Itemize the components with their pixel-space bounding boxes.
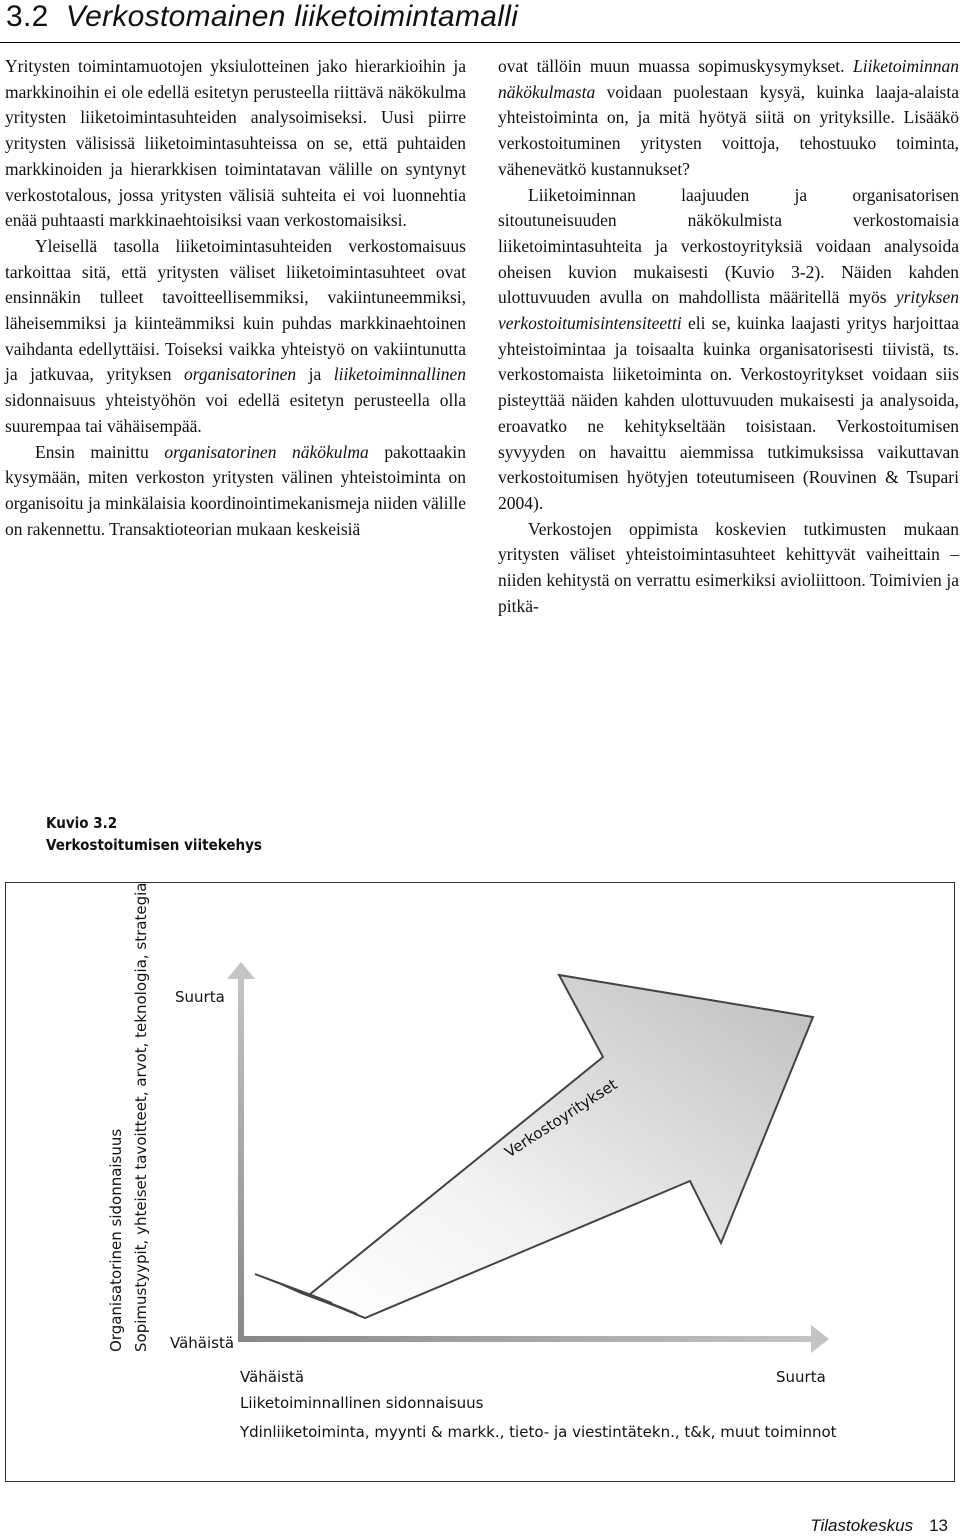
left-paragraph-2: Yleisellä tasolla liiketoimintasuhteiden verkostomaisuus tarkoittaa sitä, että yritysten väliset liiketoimintasuhteet ovat ensinnäkin tulleet tavoitteellisemmiksi, vakiintuneemmiksi, läheisemmiksi ja kiinteämmiksi kuin puhdas markkinaehtoinen vaihdanta edellyttäisi. Toiseksi vaikka yhteistyö on vakiintunutta ja jatkuvaa, yrityksen organisatorinen ja liiketoiminnallinen sidonnaisuus yhteistyöhön voi edellä esitetyn perusteella olla suurempaa tai vähäisempää. [5, 235, 466, 436]
x-axis-subtitle: Ydinliiketoiminta, myynti & markk., tieto- ja viestintätekn., t&k, muut toiminnot [240, 1423, 837, 1441]
y-axis-low-label: Vähäistä [170, 1334, 235, 1352]
figure-caption: Verkostoitumisen viitekehys [46, 836, 262, 854]
right-column [498, 54, 959, 619]
x-axis-title: Liiketoiminnallinen sidonnaisuus [240, 1394, 484, 1412]
figure-number: Kuvio 3.2 [46, 814, 118, 832]
section-number: 3.2 [6, 0, 49, 33]
y-axis-title: Organisatorinen sidonnaisuus [107, 1128, 125, 1352]
x-axis-low-label: Vähäistä [240, 1368, 305, 1386]
y-axis-high-label: Suurta [175, 988, 225, 1006]
figure-frame [5, 882, 955, 1482]
section-title: Verkostomainen liiketoimintamalli [65, 0, 519, 33]
x-axis-line [238, 1336, 813, 1342]
x-axis-high-label: Suurta [776, 1368, 826, 1386]
right-paragraph-1: ovat tällöin muun muassa sopimuskysymykset. Liiketoiminnan näkökulmasta voidaan puolestaan kysyä, kuinka laaja-alaista yhteistoiminta on, ja mitä hyötyä siitä on yrityksille. Lisääkö verkostoituminen yritysten voittoja, tehostuuko toiminta, vähenevätkö kustannukset? [498, 56, 959, 179]
left-paragraph-3: Ensin mainittu organisatorinen näkökulma pakottaakin kysymään, miten verkoston yritysten välinen yhteistoiminta on organisoitu ja minkälaisia koordinointimekanismeja niiden välille on rakennettu. Transaktioteorian mukaan keskeisiä [5, 441, 466, 539]
right-paragraph-3: Verkostojen oppimista koskevien tutkimusten mukaan yritysten väliset yhteistoimintasuhteet kehittyvät vaiheittain – niiden kehitystä on verrattu esimerkiksi avioliittoon. Toimivien ja pitkä- [498, 518, 959, 616]
page-number: 13 [929, 1516, 948, 1535]
left-paragraph-1: Yritysten toimintamuotojen yksiulotteinen jako hierarkioihin ja markkinoihin ei ole edellä esitetyn perusteella riittävä näkökulma yritysten liiketoimintasuhteiden analysoimiseksi. Uusi piirre yritysten välisissä liiketoimintasuhteissa on se, että puhtaiden markkinoiden ja hierarkkisen toimintatavan välille on syntynyt verkostotalous, jossa yritysten välisiä suhteita ei voi luonnehtia enää puhtaasti markkinaehtoisiksi vaan verkostomaisiksi. [5, 56, 466, 231]
y-axis-line [238, 977, 244, 1342]
figure-diagram [5, 882, 955, 1482]
heading-rule [0, 42, 960, 43]
left-column [5, 54, 466, 542]
publisher-name: Tilastokeskus [810, 1516, 914, 1535]
right-paragraph-2: Liiketoiminnan laajuuden ja organisatorisen sitoutuneisuuden näkökulmista verkostomaisia liiketoimintasuhteita ja verkostoyrityksiä voidaan analysoida oheisen kuvion mukaisesti (Kuvio 3-2). Näiden kahden ulottuvuuden avulla on mahdollista määritellä myös yrityksen verkostoitumisintensiteetti eli se, kuinka laajasti yritys harjoittaa yhteistoimintaa ja toisaalta kuinka organisatorisesti tiivistä, ts. verkostomaista liiketoiminta on. Verkostoyritykset voidaan siis pisteyttää näiden kahden ulottuvuuden mukaisesti ja analysoida, eroavatko ne kehitykseltään toisistaan. Verkostoitumisen syvyyden on havaittu aiemmissa tutkimuksissa vaikuttavan verkostoitumisen hyötyjen toteutumiseen (Rouvinen & Tsupari 2004). [498, 184, 959, 513]
y-axis-subtitle: Sopimustyypit, yhteiset tavoitteet, arvot, teknologia, strategia [132, 882, 150, 1352]
arrow-label: Verkostoyritykset [501, 1075, 621, 1162]
section-heading [6, 0, 518, 34]
page-footer [810, 1516, 948, 1536]
figure-label [46, 812, 286, 856]
